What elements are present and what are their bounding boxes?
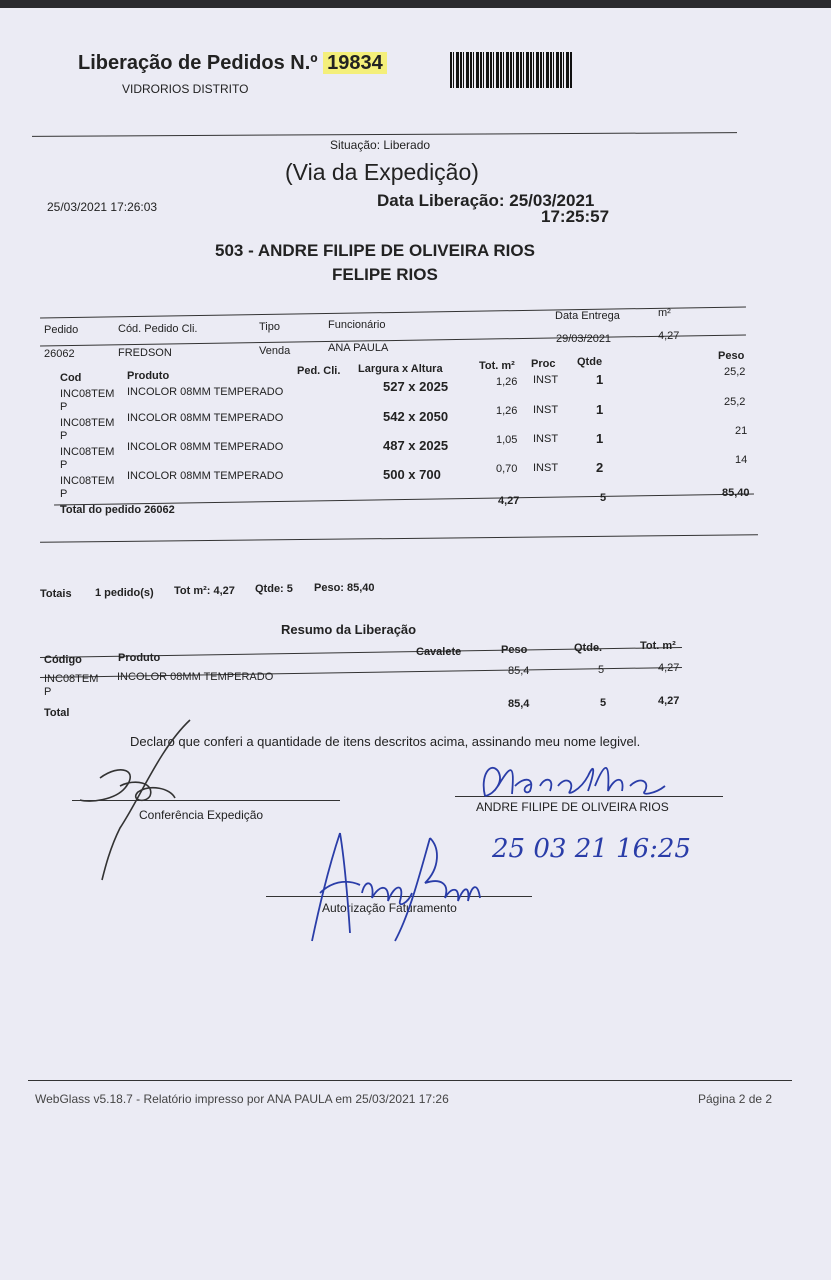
item-cod-suffix: P	[60, 401, 68, 413]
divider	[40, 534, 758, 543]
item-produto: INCOLOR 08MM TEMPERADO	[127, 441, 284, 453]
item-qtde: 1	[596, 431, 604, 446]
item-produto: INCOLOR 08MM TEMPERADO	[127, 470, 284, 482]
declaration-text: Declaro que conferi a quantidade de itens descritos acima, assinando meu nome legivel.	[130, 734, 641, 749]
item-dimensions: 527 x 2025	[383, 379, 449, 394]
col-funcionario: Funcionário	[328, 319, 386, 331]
col-pedido: Pedido	[44, 324, 79, 336]
barcode	[450, 52, 572, 88]
release-time: 17:25:57	[541, 207, 610, 226]
summary-codigo: INC08TEM	[44, 673, 99, 685]
item-qtde: 2	[596, 460, 604, 475]
item-proc: INST	[533, 374, 559, 386]
release-date: Data Liberação: 25/03/2021	[377, 191, 595, 210]
summary-total-qtde: 5	[600, 697, 607, 709]
item-cod-suffix: P	[60, 459, 68, 471]
val-cod-pedido-cli: FREDSON	[118, 347, 172, 359]
totals-pedidos: 1 pedido(s)	[95, 587, 154, 599]
summary-peso: 85,4	[508, 665, 530, 677]
item-dimensions: 500 x 700	[383, 467, 441, 482]
client-signature-name: ANDRE FILIPE DE OLIVEIRA RIOS	[476, 800, 669, 814]
totals-qtde: Qtde: 5	[255, 583, 293, 595]
item-proc: INST	[533, 433, 559, 445]
totals-label: Totais	[40, 588, 72, 600]
signature-client	[470, 756, 700, 806]
via-label: (Via da Expedição)	[285, 159, 479, 185]
handwritten-date: 25 03 21 16:25	[492, 834, 691, 864]
footer-report-info: WebGlass v5.18.7 - Relatório impresso por ANA PAULA em 25/03/2021 17:26	[35, 1092, 449, 1106]
status-text: Situação: Liberado	[330, 138, 431, 152]
summary-title: Resumo da Liberação	[281, 622, 417, 637]
col-data-entrega: Data Entrega	[555, 310, 620, 322]
summary-col-peso: Peso	[501, 644, 528, 656]
col-largura-altura: Largura x Altura	[358, 363, 443, 375]
order-total-label: Total do pedido 26062	[60, 504, 175, 516]
signature-autorizacao	[300, 823, 490, 948]
summary-qtde: 5	[598, 664, 605, 676]
divider	[40, 306, 746, 318]
title-label: Liberação de Pedidos N.º	[78, 52, 318, 74]
print-timestamp: 25/03/2021 17:26:03	[47, 200, 158, 214]
item-cod: INC08TEM	[60, 446, 115, 458]
item-cod: INC08TEM	[60, 417, 115, 429]
item-tot-m2: 1,26	[496, 405, 518, 417]
item-cod: INC08TEM	[60, 388, 115, 400]
summary-col-cavalete: Cavalete	[416, 646, 462, 658]
item-produto: INCOLOR 08MM TEMPERADO	[127, 412, 284, 424]
item-dimensions: 487 x 2025	[383, 438, 449, 453]
item-peso: 25,2	[724, 396, 746, 408]
item-proc: INST	[533, 404, 559, 416]
footer-divider	[28, 1080, 792, 1081]
item-tot-m2: 1,05	[496, 434, 518, 446]
signature-conferencia	[60, 708, 200, 888]
item-tot-m2: 0,70	[496, 463, 518, 475]
val-funcionario: ANA PAULA	[328, 342, 389, 354]
order-total-qtde: 5	[600, 492, 607, 504]
item-tot-m2: 1,26	[496, 376, 518, 388]
item-cod-suffix: P	[60, 430, 68, 442]
item-proc: INST	[533, 462, 559, 474]
col-cod: Cod	[60, 372, 82, 384]
col-ped-cli: Ped. Cli.	[297, 365, 341, 377]
item-qtde: 1	[596, 402, 604, 417]
totals-m2: Tot m²: 4,27	[174, 585, 235, 597]
divider	[32, 132, 737, 137]
totals-peso: Peso: 85,40	[314, 582, 375, 594]
summary-total-tot-m2: 4,27	[658, 695, 680, 707]
client-name: 503 - ANDRE FILIPE DE OLIVEIRA RIOS	[215, 241, 535, 260]
autorizacao-label: Autorização Faturamento	[322, 901, 457, 915]
summary-col-codigo: Código	[44, 654, 82, 666]
item-produto: INCOLOR 08MM TEMPERADO	[127, 386, 284, 398]
summary-tot-m2: 4,27	[658, 662, 680, 674]
col-proc: Proc	[531, 358, 556, 370]
document-page	[0, 8, 831, 1280]
summary-col-qtde: Qtde.	[574, 642, 603, 654]
summary-produto: INCOLOR 08MM TEMPERADO	[117, 671, 274, 683]
document-title	[78, 52, 387, 75]
item-cod: INC08TEM	[60, 475, 115, 487]
item-peso: 21	[735, 425, 748, 437]
summary-col-produto: Produto	[118, 652, 161, 664]
order-total-peso: 85,40	[722, 487, 750, 499]
item-cod-suffix: P	[60, 488, 68, 500]
order-number: 19834	[323, 52, 387, 74]
val-m2: 4,27	[658, 330, 680, 342]
company-name: VIDRORIOS DISTRITO	[122, 82, 249, 96]
val-tipo: Venda	[259, 345, 291, 357]
item-qtde: 1	[596, 372, 604, 387]
summary-total-label: Total	[44, 707, 70, 719]
val-data-entrega: 29/03/2021	[556, 333, 612, 345]
order-total-m2: 4,27	[498, 495, 520, 507]
conferencia-label: Conferência Expedição	[139, 808, 264, 822]
col-peso: Peso	[718, 350, 745, 362]
summary-total-peso: 85,4	[508, 698, 530, 710]
col-tot-m2: Tot. m²	[479, 360, 515, 372]
summary-codigo-suffix: P	[44, 686, 52, 698]
col-cod-pedido-cli: Cód. Pedido Cli.	[118, 323, 198, 335]
page-indicator: Página 2 de 2	[698, 1092, 773, 1106]
col-tipo: Tipo	[259, 321, 280, 333]
item-peso: 14	[735, 454, 748, 466]
col-qtde: Qtde	[577, 356, 603, 368]
summary-col-tot-m2: Tot. m²	[640, 640, 676, 652]
col-m2: m²	[658, 307, 671, 319]
col-produto: Produto	[127, 370, 170, 382]
val-pedido: 26062	[44, 348, 75, 360]
divider	[40, 334, 746, 346]
item-dimensions: 542 x 2050	[383, 409, 449, 424]
item-peso: 25,2	[724, 366, 746, 378]
client-nickname: FELIPE RIOS	[332, 265, 438, 284]
